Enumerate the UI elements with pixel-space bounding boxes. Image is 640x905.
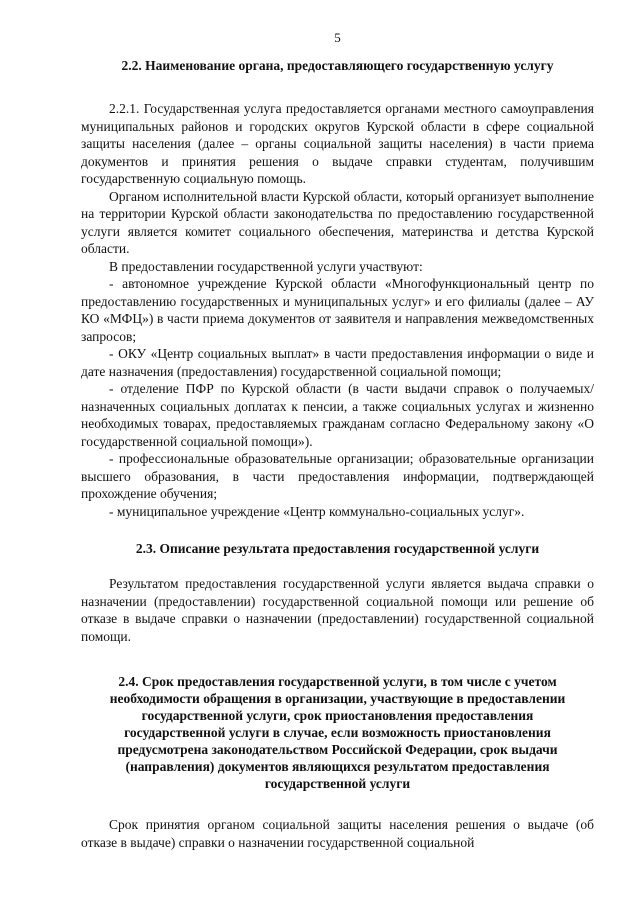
list-item-pfr: - отделение ПФР по Курской области (в части выдачи справок о получаемых/назначенных социальных доплатах к пенсии, а также социальных услугах и жизненно необходимых товарах, предоставляемых гражданам согласно Федеральному закону «О государственной социальной помощи»).	[81, 381, 594, 449]
paragraph-2-2-1: 2.2.1. Государственная услуга предоставляется органами местного самоуправления муниципальных районов и городских округов Курской области в сфере социальной защиты населения (далее – органы социальной защиты населения) в части приема документов и принятия решения о выдаче справки студентам, получившим государственную социальную помощь.	[81, 101, 594, 186]
list-item-mfc: - автономное учреждение Курской области «Многофункциональный центр по предоставлению государственных и муниципальных услуг» и его филиалы (далее – АУ КО «МФЦ») в части приема документов от заявителя и направления межведомственных запросов;	[81, 276, 594, 344]
paragraph-result: Результатом предоставления государственной услуги является выдача справки о назначении (предоставлении) государственной социальной помощи или решение об отказе в выдаче справки о назначении (предоставлении) государственной социальной помощи.	[81, 576, 594, 644]
list-item-municipal: - муниципальное учреждение «Центр коммунально-социальных услуг».	[109, 503, 525, 519]
paragraph-participants-intro: В предоставлении государственной услуги участвуют:	[109, 258, 423, 274]
page-number: 5	[334, 30, 341, 45]
list-item-education: - профессиональные образовательные организации; образовательные организации высшего образования, в части предоставления информации, подтверждающей прохождение обучения;	[81, 451, 594, 501]
paragraph-term: Срок принятия органом социальной защиты населения решения о выдаче (об отказе в выдаче) справки о назначении государственной социальной	[81, 817, 594, 850]
section-2-3-heading: 2.3. Описание результата предоставления государственной услуги	[135, 541, 540, 556]
list-item-oku: - ОКУ «Центр социальных выплат» в части предоставления информации о виде и дате назначения (предоставления) государственной социальной помощи;	[81, 346, 594, 379]
section-2-4-heading: 2.4. Срок предоставления государственной услуги, в том числе с учетом необходимости обращения в организации, участвующие в предоставлении государственной услуги, срок приостановления предоставления государственной услуги в случае, если возможность приостановления предусмотрена законодательством Российской Федерации, срок выдачи (направления) документов являющихся результатом предоставления государственной услуги	[109, 674, 566, 791]
section-2-2-heading: 2.2. Наименование органа, предоставляющего государственную услугу	[121, 58, 554, 73]
paragraph-executive-authority: Органом исполнительной власти Курской области, который организует выполнение на территории Курской области законодательства по предоставлению государственной услуги является комитет социального обеспечения, материнства и детства Курской области.	[81, 188, 594, 256]
